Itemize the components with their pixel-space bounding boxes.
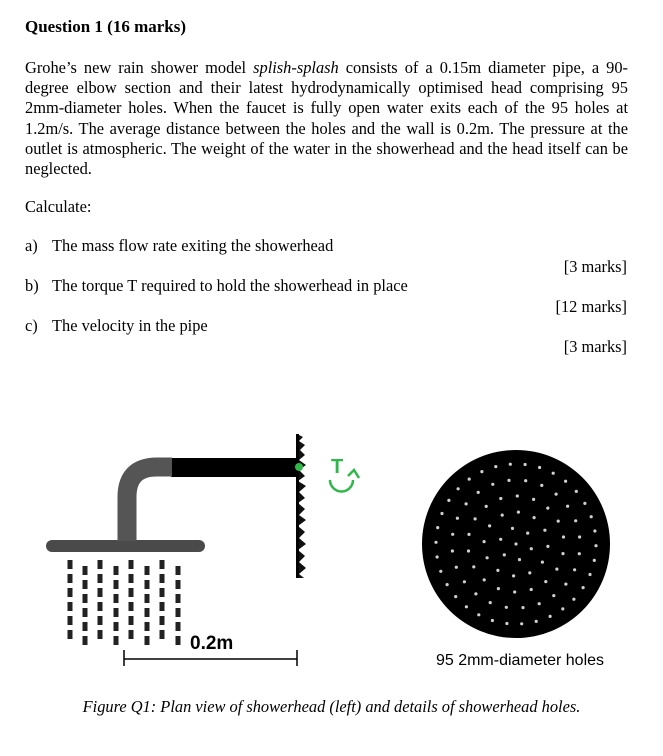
- hole: [434, 541, 437, 544]
- hole: [561, 607, 564, 610]
- torque-label: T: [331, 456, 344, 478]
- hole: [497, 587, 500, 590]
- water-drop: [114, 608, 119, 617]
- hole: [501, 514, 504, 517]
- water-drop: [160, 630, 165, 639]
- water-drop: [83, 566, 88, 575]
- hole: [572, 598, 575, 601]
- product-name: splish-splash: [253, 58, 339, 77]
- question-c-marks: [3 marks]: [563, 337, 627, 356]
- hole: [593, 559, 596, 562]
- hole: [488, 524, 491, 527]
- hole: [562, 535, 565, 538]
- hole: [541, 561, 544, 564]
- hole: [552, 472, 555, 475]
- hole: [524, 479, 527, 482]
- water-drop: [129, 602, 134, 611]
- holes-label: 95 2mm-diameter holes: [435, 652, 605, 669]
- water-drop: [145, 594, 150, 603]
- question-a-marks: [3 marks]: [563, 257, 627, 276]
- water-drop: [83, 594, 88, 603]
- question-b-label: b): [25, 276, 39, 295]
- hole: [566, 505, 569, 508]
- water-drop: [176, 608, 181, 617]
- problem-statement: [25, 58, 628, 179]
- hole: [518, 558, 521, 561]
- hole: [446, 583, 449, 586]
- water-drop: [176, 580, 181, 589]
- question-c-label: c): [25, 316, 38, 335]
- statement-part-1: Grohe’s new rain shower model: [25, 58, 254, 77]
- water-drop: [68, 602, 73, 611]
- water-drop: [129, 616, 134, 625]
- hole: [564, 480, 567, 483]
- torque-arrow: [330, 480, 353, 492]
- water-drop: [114, 622, 119, 631]
- hole: [538, 466, 541, 469]
- water-drop: [68, 616, 73, 625]
- hole: [530, 588, 533, 591]
- hole: [436, 526, 439, 529]
- hole: [507, 479, 510, 482]
- showerhead-figure: [0, 420, 663, 680]
- showerhead-plate: [46, 540, 205, 552]
- water-drop: [160, 602, 165, 611]
- water-streams: [68, 560, 181, 645]
- hole: [530, 547, 533, 550]
- hole: [533, 516, 536, 519]
- water-drop: [145, 580, 150, 589]
- hole: [532, 498, 535, 501]
- water-drop: [145, 566, 150, 575]
- torque-arrowhead: [348, 470, 359, 478]
- hole: [528, 571, 531, 574]
- hole: [477, 491, 480, 494]
- hole: [456, 517, 459, 520]
- hole: [494, 465, 497, 468]
- water-drop: [176, 636, 181, 645]
- hole: [439, 570, 442, 573]
- hole: [521, 606, 524, 609]
- water-drop: [129, 560, 134, 569]
- hole: [486, 556, 489, 559]
- water-drop: [160, 588, 165, 597]
- hole: [511, 527, 514, 530]
- hole: [538, 602, 541, 605]
- hole: [546, 507, 549, 510]
- hole: [472, 565, 475, 568]
- water-drop: [145, 608, 150, 617]
- hole: [578, 535, 581, 538]
- hole: [480, 470, 483, 473]
- hole: [491, 483, 494, 486]
- water-drop: [83, 622, 88, 631]
- question-c-text: The velocity in the pipe: [52, 316, 208, 335]
- hole: [516, 494, 519, 497]
- water-drop: [83, 580, 88, 589]
- hole: [574, 519, 577, 522]
- water-drop: [83, 636, 88, 645]
- showerhead-side-view: [46, 434, 359, 666]
- hole: [561, 552, 564, 555]
- question-a: [25, 236, 333, 256]
- hole: [496, 569, 499, 572]
- water-drop: [114, 636, 119, 645]
- hole: [451, 549, 454, 552]
- hole: [505, 606, 508, 609]
- hole: [455, 566, 458, 569]
- hole: [440, 512, 443, 515]
- water-drop: [160, 560, 165, 569]
- wall: [296, 434, 299, 578]
- water-drop: [68, 630, 73, 639]
- water-drop: [83, 608, 88, 617]
- water-drop: [114, 594, 119, 603]
- hole: [544, 580, 547, 583]
- hole: [467, 533, 470, 536]
- water-drop: [176, 566, 181, 575]
- water-drop: [129, 588, 134, 597]
- hole: [465, 502, 468, 505]
- hole: [512, 574, 515, 577]
- hole: [505, 622, 508, 625]
- hole: [491, 619, 494, 622]
- hole: [513, 590, 516, 593]
- hole: [489, 601, 492, 604]
- hole: [593, 529, 596, 532]
- question-heading: Question 1 (16 marks): [25, 17, 187, 36]
- hole: [503, 553, 506, 556]
- hole: [555, 493, 558, 496]
- hole: [483, 540, 486, 543]
- hole: [465, 605, 468, 608]
- water-drop: [98, 602, 103, 611]
- water-drop: [98, 574, 103, 583]
- hole: [499, 538, 502, 541]
- hole: [582, 586, 585, 589]
- figure-caption: Figure Q1: Plan view of showerhead (left) and details of showerhead holes.: [82, 697, 581, 716]
- hole: [474, 517, 477, 520]
- water-drop: [145, 622, 150, 631]
- hole: [509, 463, 512, 466]
- hole: [474, 592, 477, 595]
- distance-label: 0.2m: [190, 633, 234, 654]
- pivot-point: [295, 463, 303, 471]
- hole: [546, 545, 549, 548]
- hole: [590, 515, 593, 518]
- hole: [575, 490, 578, 493]
- hole: [535, 620, 538, 623]
- water-drop: [98, 616, 103, 625]
- hole: [540, 484, 543, 487]
- hole: [520, 622, 523, 625]
- hole: [499, 497, 502, 500]
- question-a-label: a): [25, 236, 38, 255]
- water-drop: [129, 630, 134, 639]
- hole: [468, 478, 471, 481]
- hole: [463, 580, 466, 583]
- hole: [447, 499, 450, 502]
- water-drop: [176, 622, 181, 631]
- hole: [549, 615, 552, 618]
- hole: [485, 505, 488, 508]
- question-b-text: The torque T required to hold the showerhead in place: [52, 276, 408, 295]
- water-drop: [176, 594, 181, 603]
- wall-arm: [171, 458, 299, 477]
- hole: [483, 578, 486, 581]
- water-drop: [160, 574, 165, 583]
- hole: [552, 594, 555, 597]
- water-drop: [68, 588, 73, 597]
- hole: [517, 510, 520, 513]
- hole: [555, 568, 558, 571]
- question-c: [25, 316, 208, 336]
- hole: [557, 520, 560, 523]
- water-drop: [160, 616, 165, 625]
- question-b: [25, 276, 408, 296]
- water-drop: [68, 574, 73, 583]
- hole: [578, 552, 581, 555]
- water-drop: [114, 580, 119, 589]
- water-drop: [129, 574, 134, 583]
- water-drop: [98, 588, 103, 597]
- water-drop: [98, 630, 103, 639]
- hole: [477, 613, 480, 616]
- water-drop: [114, 566, 119, 575]
- hole: [526, 532, 529, 535]
- water-drop: [68, 560, 73, 569]
- showerhead-holes-view: [422, 450, 610, 669]
- water-drop: [98, 560, 103, 569]
- elbow-pipe: [127, 467, 172, 541]
- hole: [594, 544, 597, 547]
- calculate-label: Calculate:: [25, 197, 92, 216]
- hole: [588, 573, 591, 576]
- hole: [524, 463, 527, 466]
- hole: [573, 568, 576, 571]
- hole: [436, 555, 439, 558]
- hole: [543, 529, 546, 532]
- hole: [451, 533, 454, 536]
- question-a-text: The mass flow rate exiting the showerhead: [52, 236, 334, 255]
- hole: [514, 542, 517, 545]
- statement-part-2: consists of a 0.15m diameter pipe, a 90-degree elbow section and their latest hydrodynamically optimised head comprising 95 2mm-diameter holes. When the faucet is fully open water exits each of the 95 holes at 1.2m/s. The average distance between the holes and the wall is 0.2m. The pressure at the outlet is atmospheric. The weight of the water in the showerhead and the head itself can be neglected.: [25, 58, 629, 179]
- hole: [564, 583, 567, 586]
- question-b-marks: [12 marks]: [555, 297, 627, 316]
- hole: [583, 502, 586, 505]
- water-drop: [145, 636, 150, 645]
- hole: [457, 487, 460, 490]
- hole: [454, 595, 457, 598]
- hole: [467, 549, 470, 552]
